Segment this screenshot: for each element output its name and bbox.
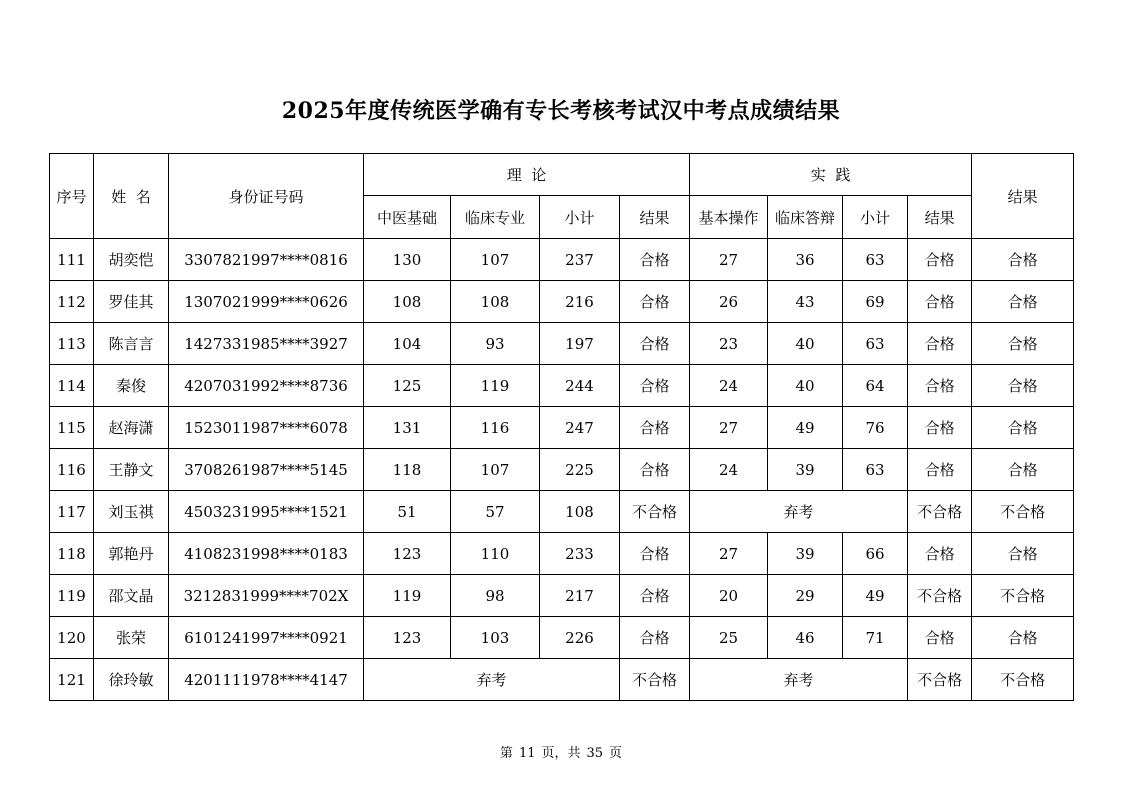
cell-theory-subtotal: 233 <box>540 533 620 575</box>
score-table <box>49 153 1074 701</box>
cell-practice-defense: 40 <box>768 323 843 365</box>
cell-practice-absent: 弃考 <box>690 491 908 533</box>
footer-mid: 页，共 <box>541 746 581 761</box>
cell-theory-result: 不合格 <box>620 491 690 533</box>
cell-id: 1523011987****6078 <box>169 407 364 449</box>
table-row <box>50 449 1074 491</box>
cell-seq: 116 <box>50 449 94 491</box>
header-theory-subtotal: 小计 <box>540 196 620 239</box>
cell-practice-result: 不合格 <box>908 575 972 617</box>
cell-practice-result: 合格 <box>908 533 972 575</box>
cell-id: 6101241997****0921 <box>169 617 364 659</box>
cell-seq: 113 <box>50 323 94 365</box>
cell-seq: 114 <box>50 365 94 407</box>
header-row-1 <box>50 154 1074 196</box>
cell-theory-subtotal: 247 <box>540 407 620 449</box>
cell-name: 郭艳丹 <box>94 533 169 575</box>
cell-final-result: 合格 <box>972 407 1074 449</box>
cell-theory-result: 合格 <box>620 281 690 323</box>
cell-theory-clinical: 110 <box>451 533 540 575</box>
table-row <box>50 491 1074 533</box>
cell-id: 4503231995****1521 <box>169 491 364 533</box>
cell-practice-subtotal: 71 <box>843 617 908 659</box>
cell-id: 1307021999****0626 <box>169 281 364 323</box>
table-row <box>50 281 1074 323</box>
header-practice-result: 结果 <box>908 196 972 239</box>
header-theory-basic: 中医基础 <box>364 196 451 239</box>
cell-practice-operation: 24 <box>690 365 768 407</box>
table-row <box>50 239 1074 281</box>
cell-theory-subtotal: 226 <box>540 617 620 659</box>
table-row <box>50 365 1074 407</box>
cell-seq: 121 <box>50 659 94 701</box>
table-row <box>50 407 1074 449</box>
cell-theory-absent: 弃考 <box>364 659 620 701</box>
cell-name: 赵海潇 <box>94 407 169 449</box>
cell-practice-result: 不合格 <box>908 659 972 701</box>
cell-practice-result: 合格 <box>908 239 972 281</box>
page-title: 2025年度传统医学确有专长考核考试汉中考点成绩结果 <box>281 98 841 124</box>
cell-id: 3307821997****0816 <box>169 239 364 281</box>
cell-id: 1427331985****3927 <box>169 323 364 365</box>
cell-id: 4201111978****4147 <box>169 659 364 701</box>
header-practice-subtotal: 小计 <box>843 196 908 239</box>
cell-practice-operation: 24 <box>690 449 768 491</box>
cell-practice-result: 合格 <box>908 407 972 449</box>
cell-final-result: 不合格 <box>972 491 1074 533</box>
table-row <box>50 575 1074 617</box>
cell-final-result: 合格 <box>972 617 1074 659</box>
cell-practice-operation: 27 <box>690 533 768 575</box>
cell-name: 王静文 <box>94 449 169 491</box>
cell-final-result: 合格 <box>972 365 1074 407</box>
cell-theory-clinical: 108 <box>451 281 540 323</box>
cell-practice-result: 合格 <box>908 449 972 491</box>
cell-practice-defense: 39 <box>768 533 843 575</box>
cell-practice-defense: 46 <box>768 617 843 659</box>
cell-name: 徐玲敏 <box>94 659 169 701</box>
cell-theory-clinical: 119 <box>451 365 540 407</box>
cell-practice-operation: 27 <box>690 407 768 449</box>
cell-practice-defense: 36 <box>768 239 843 281</box>
header-theory-clinical: 临床专业 <box>451 196 540 239</box>
cell-theory-clinical: 98 <box>451 575 540 617</box>
cell-name: 秦俊 <box>94 365 169 407</box>
cell-name: 张荣 <box>94 617 169 659</box>
cell-name: 邵文晶 <box>94 575 169 617</box>
cell-practice-result: 合格 <box>908 281 972 323</box>
cell-theory-basic: 130 <box>364 239 451 281</box>
cell-theory-result: 合格 <box>620 617 690 659</box>
header-result: 结果 <box>972 154 1074 239</box>
cell-theory-basic: 104 <box>364 323 451 365</box>
cell-practice-subtotal: 69 <box>843 281 908 323</box>
cell-final-result: 合格 <box>972 449 1074 491</box>
cell-practice-operation: 20 <box>690 575 768 617</box>
cell-final-result: 合格 <box>972 239 1074 281</box>
cell-theory-result: 不合格 <box>620 659 690 701</box>
cell-seq: 120 <box>50 617 94 659</box>
cell-practice-subtotal: 63 <box>843 323 908 365</box>
cell-practice-subtotal: 76 <box>843 407 908 449</box>
cell-practice-result: 合格 <box>908 365 972 407</box>
cell-final-result: 不合格 <box>972 575 1074 617</box>
cell-theory-subtotal: 216 <box>540 281 620 323</box>
cell-theory-clinical: 103 <box>451 617 540 659</box>
cell-theory-result: 合格 <box>620 365 690 407</box>
cell-seq: 111 <box>50 239 94 281</box>
cell-theory-basic: 119 <box>364 575 451 617</box>
table-row <box>50 533 1074 575</box>
cell-name: 陈言言 <box>94 323 169 365</box>
cell-theory-basic: 118 <box>364 449 451 491</box>
header-theory: 理 论 <box>364 154 690 196</box>
header-id: 身份证号码 <box>169 154 364 239</box>
cell-practice-operation: 26 <box>690 281 768 323</box>
cell-name: 罗佳其 <box>94 281 169 323</box>
cell-practice-subtotal: 49 <box>843 575 908 617</box>
cell-theory-result: 合格 <box>620 449 690 491</box>
cell-theory-clinical: 107 <box>451 239 540 281</box>
cell-theory-result: 合格 <box>620 575 690 617</box>
header-theory-result: 结果 <box>620 196 690 239</box>
page-footer <box>0 742 1122 761</box>
cell-practice-defense: 43 <box>768 281 843 323</box>
cell-final-result: 不合格 <box>972 659 1074 701</box>
cell-practice-operation: 27 <box>690 239 768 281</box>
cell-practice-defense: 40 <box>768 365 843 407</box>
cell-theory-clinical: 57 <box>451 491 540 533</box>
cell-name: 胡奕恺 <box>94 239 169 281</box>
cell-theory-basic: 108 <box>364 281 451 323</box>
cell-final-result: 合格 <box>972 281 1074 323</box>
cell-practice-subtotal: 64 <box>843 365 908 407</box>
cell-practice-result: 合格 <box>908 323 972 365</box>
table-row <box>50 617 1074 659</box>
cell-theory-subtotal: 225 <box>540 449 620 491</box>
cell-final-result: 合格 <box>972 323 1074 365</box>
cell-seq: 117 <box>50 491 94 533</box>
cell-practice-absent: 弃考 <box>690 659 908 701</box>
cell-theory-basic: 123 <box>364 617 451 659</box>
cell-theory-basic: 51 <box>364 491 451 533</box>
cell-id: 3212831999****702X <box>169 575 364 617</box>
header-seq: 序号 <box>50 154 94 239</box>
cell-theory-subtotal: 108 <box>540 491 620 533</box>
cell-theory-result: 合格 <box>620 407 690 449</box>
cell-id: 3708261987****5145 <box>169 449 364 491</box>
header-name: 姓 名 <box>94 154 169 239</box>
cell-practice-defense: 39 <box>768 449 843 491</box>
cell-final-result: 合格 <box>972 533 1074 575</box>
header-practice-defense: 临床答辩 <box>768 196 843 239</box>
cell-seq: 115 <box>50 407 94 449</box>
cell-theory-result: 合格 <box>620 533 690 575</box>
cell-practice-defense: 29 <box>768 575 843 617</box>
cell-theory-clinical: 107 <box>451 449 540 491</box>
footer-prefix: 第 <box>499 746 513 761</box>
cell-practice-operation: 25 <box>690 617 768 659</box>
cell-theory-clinical: 116 <box>451 407 540 449</box>
cell-practice-operation: 23 <box>690 323 768 365</box>
table-row <box>50 323 1074 365</box>
footer-page-number: 11 <box>518 746 536 761</box>
cell-theory-clinical: 93 <box>451 323 540 365</box>
cell-seq: 112 <box>50 281 94 323</box>
cell-theory-subtotal: 217 <box>540 575 620 617</box>
cell-seq: 119 <box>50 575 94 617</box>
cell-theory-basic: 125 <box>364 365 451 407</box>
cell-id: 4108231998****0183 <box>169 533 364 575</box>
cell-theory-subtotal: 197 <box>540 323 620 365</box>
cell-practice-subtotal: 63 <box>843 449 908 491</box>
cell-practice-defense: 49 <box>768 407 843 449</box>
table-row <box>50 659 1074 701</box>
cell-practice-subtotal: 63 <box>843 239 908 281</box>
cell-theory-subtotal: 237 <box>540 239 620 281</box>
footer-suffix: 页 <box>609 746 623 761</box>
cell-id: 4207031992****8736 <box>169 365 364 407</box>
header-practice: 实 践 <box>690 154 972 196</box>
header-practice-operation: 基本操作 <box>690 196 768 239</box>
cell-theory-result: 合格 <box>620 323 690 365</box>
footer-total-pages: 35 <box>586 746 604 761</box>
cell-name: 刘玉祺 <box>94 491 169 533</box>
cell-seq: 118 <box>50 533 94 575</box>
cell-theory-result: 合格 <box>620 239 690 281</box>
cell-practice-subtotal: 66 <box>843 533 908 575</box>
cell-practice-result: 合格 <box>908 617 972 659</box>
cell-practice-result: 不合格 <box>908 491 972 533</box>
cell-theory-basic: 131 <box>364 407 451 449</box>
cell-theory-subtotal: 244 <box>540 365 620 407</box>
cell-theory-basic: 123 <box>364 533 451 575</box>
